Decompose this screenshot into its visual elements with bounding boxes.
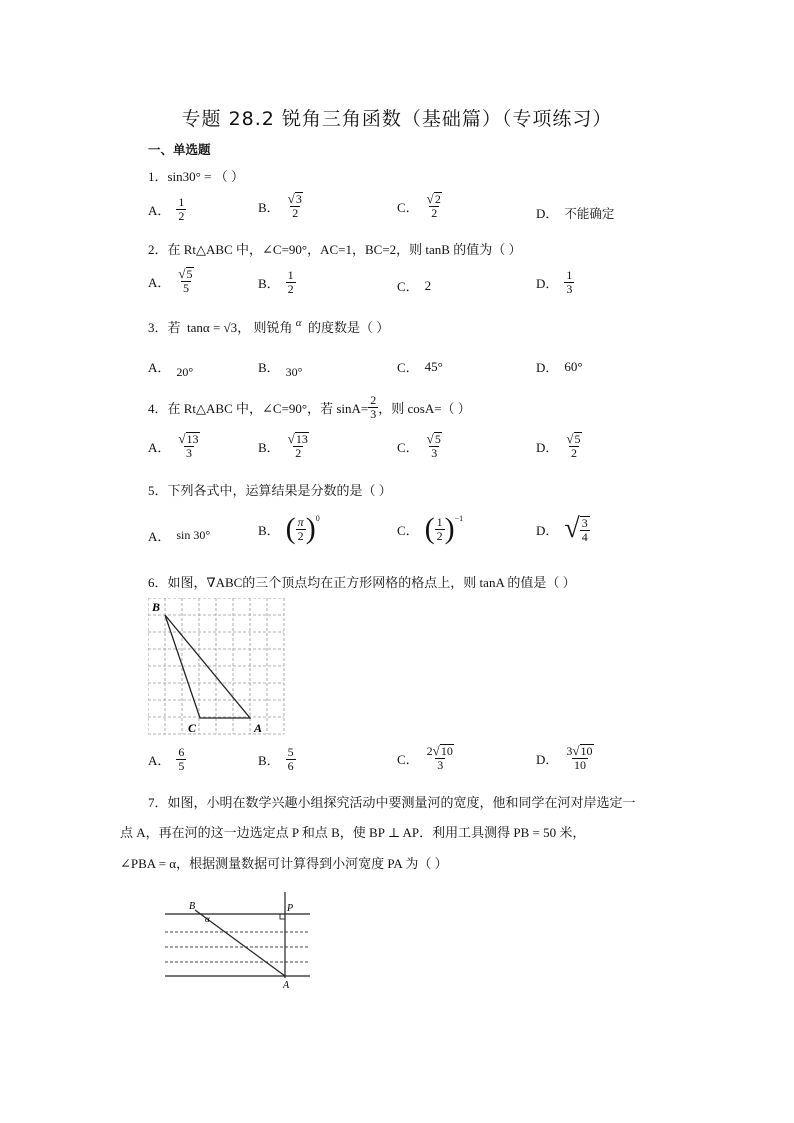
option-label: D． <box>536 751 559 767</box>
q4-option-b[interactable] <box>258 432 311 460</box>
q2-option-c[interactable] <box>397 276 431 295</box>
q6-option-a[interactable] <box>148 746 186 773</box>
option-text: sin 30° <box>176 528 211 542</box>
option-label: C． <box>397 439 419 455</box>
q3-option-c[interactable] <box>397 357 443 376</box>
q5-option-b[interactable] <box>258 514 320 544</box>
option-label: B． <box>258 360 280 375</box>
option-label: D． <box>536 276 559 291</box>
option-text: 2 <box>424 277 432 293</box>
vertex-label-b: B <box>152 600 161 614</box>
question-7-line-3: ∠PBA = α，根据测量数据可计算得到小河宽度 PA 为（ ） <box>120 856 448 871</box>
vertex-label-c: C <box>188 721 197 735</box>
q6-option-b[interactable] <box>258 746 296 773</box>
option-label: C． <box>397 279 419 294</box>
q3-option-b[interactable] <box>258 357 303 379</box>
right-angle-mark <box>280 914 285 919</box>
q2-option-a[interactable] <box>148 267 196 295</box>
power-expression: ( $\frac{1}{2}$ ) −1 <box>424 512 464 545</box>
q4-option-c[interactable] <box>397 432 444 460</box>
river-measurement-figure <box>160 892 320 992</box>
question-7-line-2: 点 A，再在河的这一边选定点 P 和点 B，使 BP ⊥ AP．利用工具测得 PB = 50 米， <box>120 825 586 840</box>
fraction: √ 5 3 <box>426 431 441 460</box>
q2-option-b[interactable] <box>258 269 296 296</box>
q2-option-d[interactable] <box>536 269 574 296</box>
fraction: √ 13 3 <box>178 431 199 460</box>
option-text: 60° <box>564 358 583 374</box>
fraction: √ 13 2 <box>287 431 308 460</box>
fraction: 3 √ 10 10 <box>566 743 593 772</box>
triangle-abc <box>165 615 250 718</box>
vertex-label-a: A <box>254 721 263 735</box>
question-5-stem: 5．下列各式中，运算结果是分数的是（ ） <box>148 483 392 498</box>
fraction: 2 √ 10 3 <box>426 743 453 772</box>
option-text: 20° <box>176 365 194 379</box>
q6-option-d[interactable] <box>536 744 596 772</box>
option-text: 30° <box>285 365 303 379</box>
fraction: $\frac{5}{6}$ <box>287 745 294 773</box>
option-label: A． <box>148 203 171 218</box>
option-label: C． <box>397 522 419 538</box>
option-label: A． <box>148 360 171 375</box>
point-label-b: B <box>189 901 196 912</box>
power-expression: ( $\frac{\pi}{2}$ ) 0 <box>285 512 320 545</box>
option-label: B． <box>258 199 280 215</box>
fraction: √ 2 2 <box>426 191 441 220</box>
q4-option-d[interactable] <box>536 432 584 460</box>
fraction: √ 3 2 <box>287 191 302 220</box>
fraction: $\frac{1}{3}$ <box>566 268 573 296</box>
option-label: A． <box>148 274 171 290</box>
question-2-stem: 2．在 Rt△ABC 中，∠C=90°，AC=1，BC=2，则 tanB 的值为（ ） <box>148 242 522 257</box>
question-1-stem: 1．sin30° = （ ） <box>148 169 244 184</box>
q1-option-d[interactable] <box>536 203 614 222</box>
q5-option-c[interactable] <box>397 514 463 544</box>
q4-option-a[interactable] <box>148 432 202 460</box>
fraction: $\frac{6}{5}$ <box>178 745 185 773</box>
angle-label-alpha: α <box>205 914 210 924</box>
q1-option-b[interactable] <box>258 192 305 220</box>
option-text: 不能确定 <box>564 205 615 221</box>
option-label: A． <box>148 439 171 455</box>
q1-option-a[interactable] <box>148 196 186 223</box>
question-6-stem: 6．如图，∇ABC的三个顶点均在正方形网格的格点上，则 tanA 的值是（ ） <box>148 575 576 590</box>
section-heading: 一、单选题 <box>148 142 211 157</box>
option-label: A． <box>148 753 171 768</box>
option-label: B． <box>258 276 280 291</box>
question-7-line-1: 7．如图，小明在数学兴趣小组探究活动中要测量河的宽度，他和同学在河对岸选定一 <box>148 795 636 810</box>
page-title: 专题 28.2 锐角三角函数（基础篇）（专项练习） <box>181 108 613 130</box>
fraction: $\frac{1}{2}$ <box>178 195 185 223</box>
q3-option-a[interactable] <box>148 357 194 379</box>
question-3-stem: 3．若 tanα = √3， 则锐角 $^\alpha$ 的度数是（ ） <box>148 317 390 335</box>
question-4-stem: 4．在 Rt△ABC 中，∠C=90°，若 sinA= $\frac{2}{3}$ ，则 cosA=（ ） <box>148 393 471 421</box>
option-label: C． <box>397 360 419 375</box>
option-label: B． <box>258 522 280 538</box>
option-label: D． <box>536 206 559 221</box>
option-label: C． <box>397 751 419 767</box>
fraction: √ 5 2 <box>566 431 581 460</box>
option-label: C． <box>397 199 419 215</box>
q5-option-d[interactable] <box>536 514 590 544</box>
math-expression: tanα = √3 <box>187 320 238 335</box>
option-label: D． <box>536 522 559 538</box>
option-label: D． <box>536 439 559 455</box>
point-label-a: A <box>283 980 290 991</box>
fraction: √ 5 5 <box>178 266 193 295</box>
point-label-p: P <box>287 903 294 914</box>
fraction: $\frac{1}{2}$ <box>287 268 294 296</box>
option-label: A． <box>148 529 171 544</box>
option-text: 45° <box>424 358 443 374</box>
q6-option-c[interactable] <box>397 744 456 772</box>
sqrt-expression: √ $\frac{3}{4}$ <box>564 513 588 544</box>
q3-option-d[interactable] <box>536 357 583 376</box>
q1-option-c[interactable] <box>397 192 444 220</box>
grid-triangle-figure <box>148 598 288 738</box>
option-label: D． <box>536 360 559 375</box>
q5-option-a[interactable] <box>148 526 210 545</box>
option-label: B． <box>258 753 280 768</box>
option-label: B． <box>258 439 280 455</box>
